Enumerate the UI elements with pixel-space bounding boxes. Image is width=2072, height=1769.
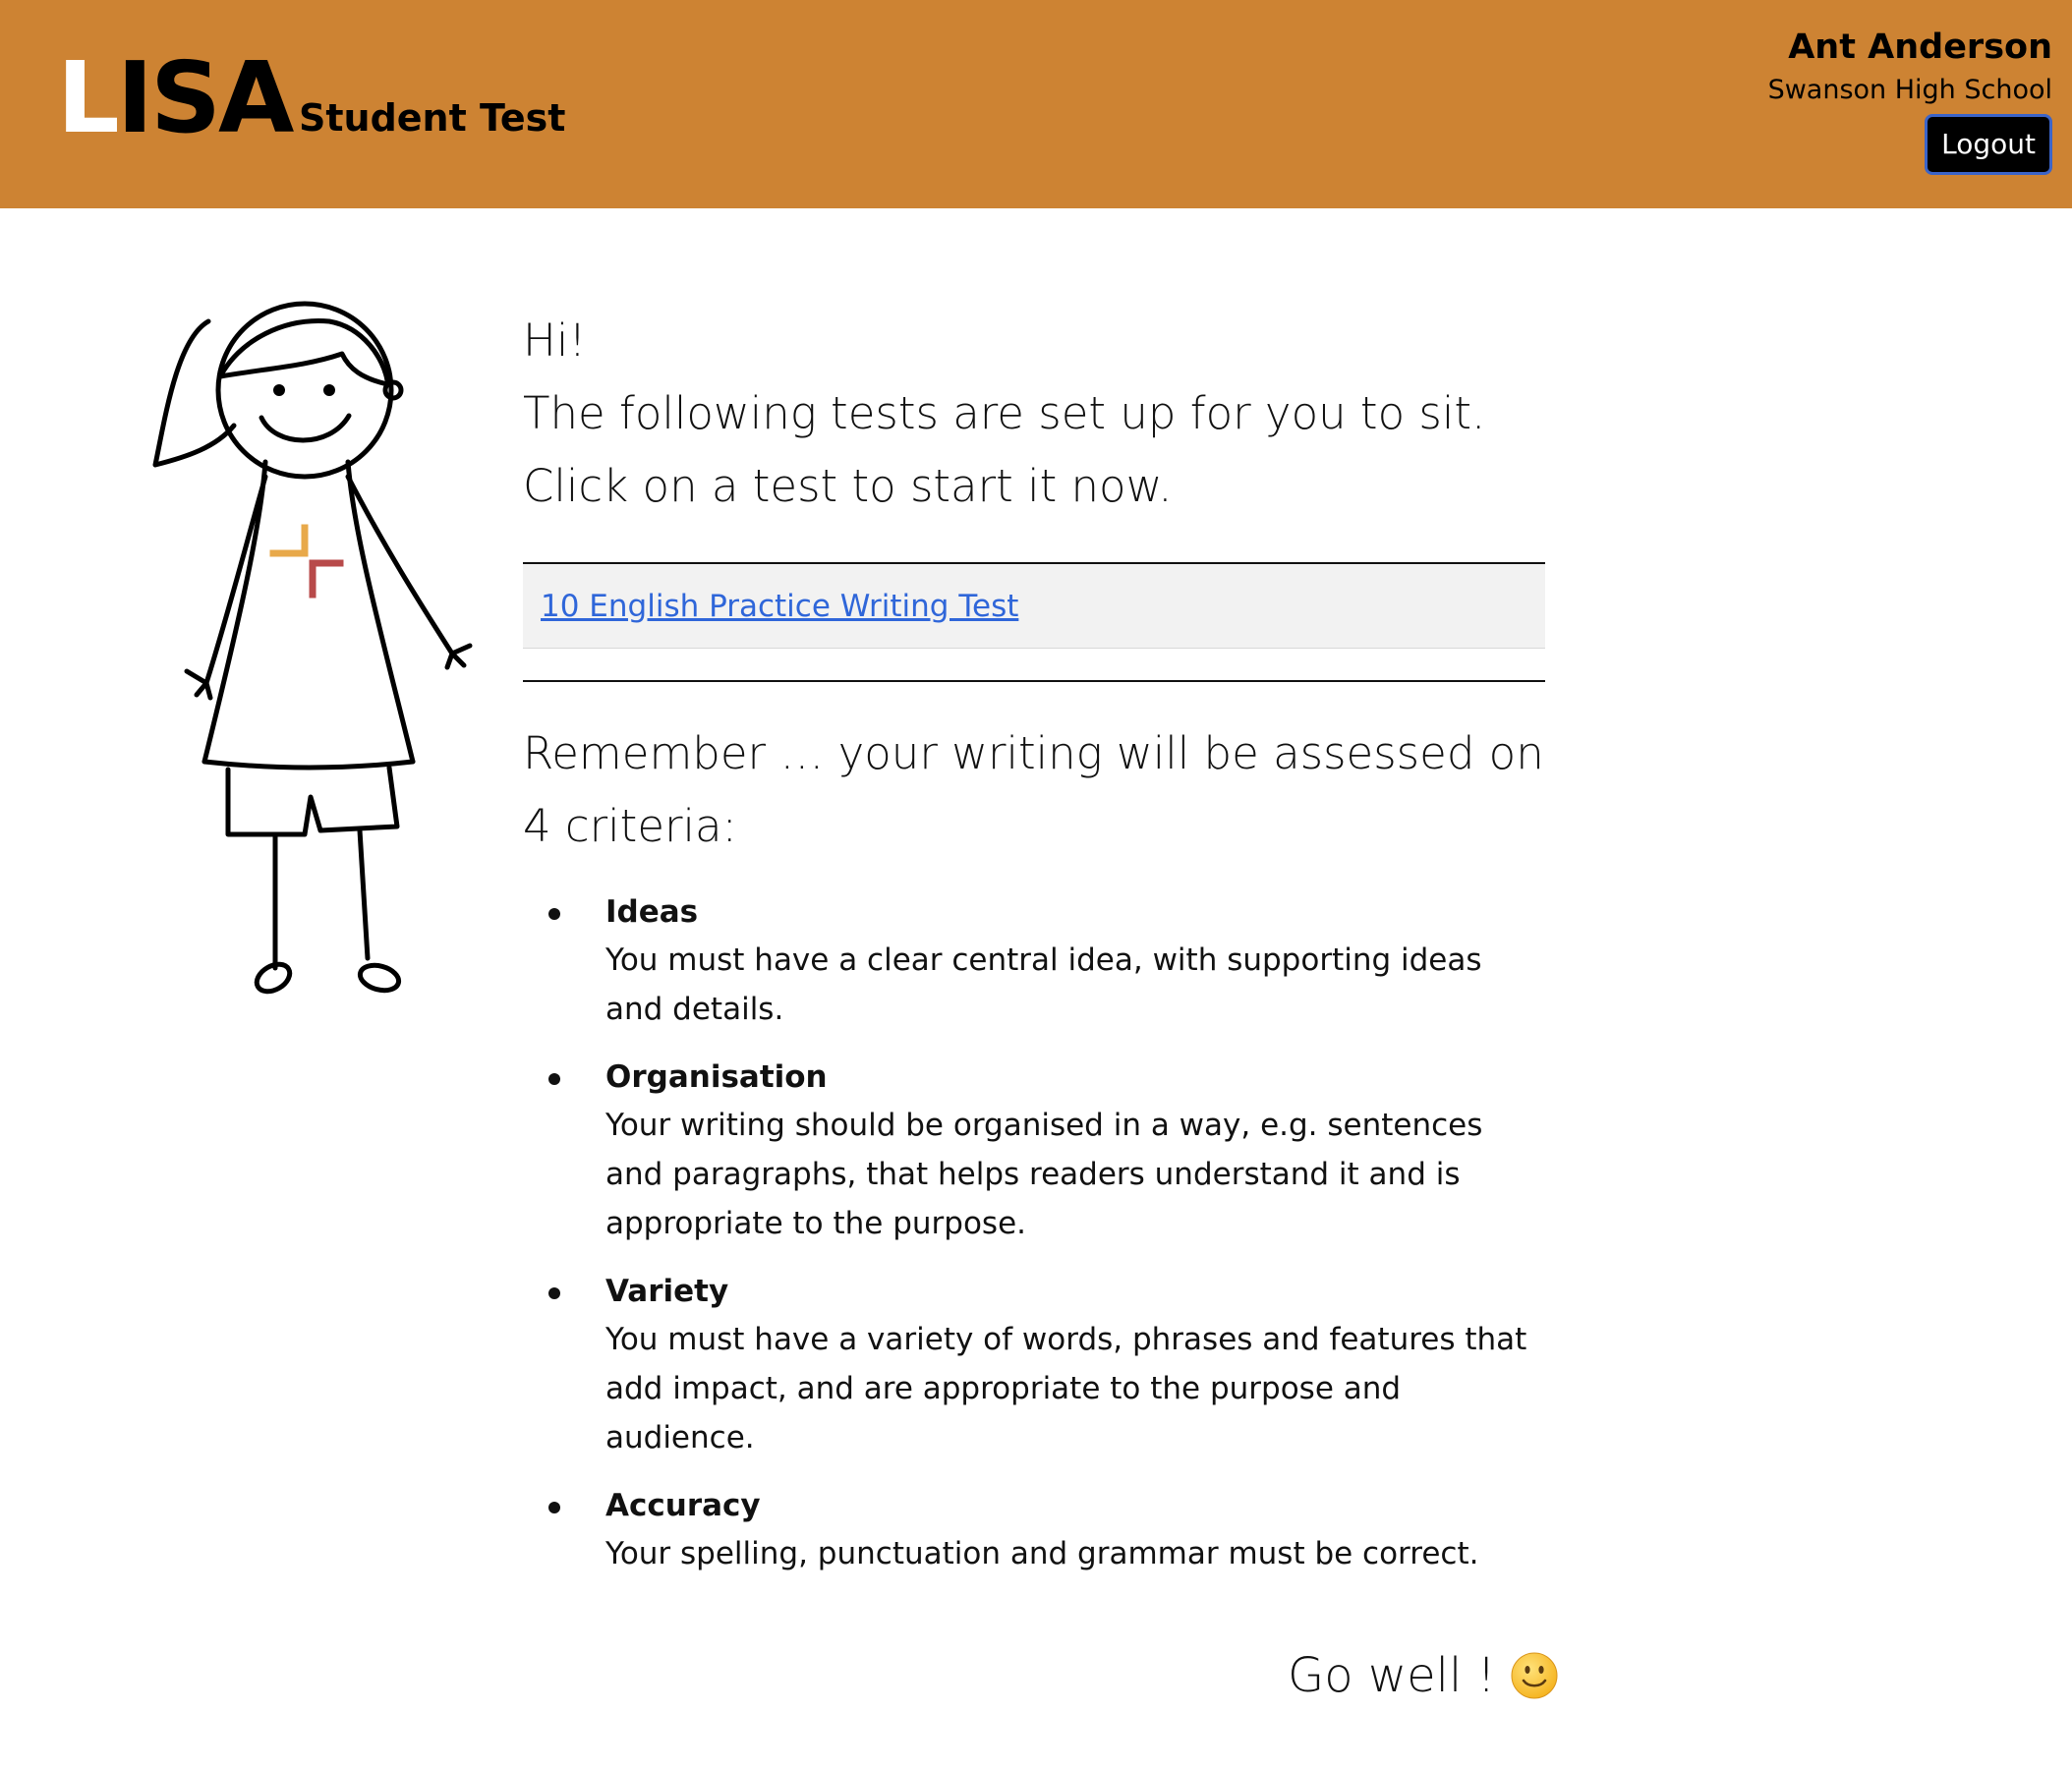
farewell-text: Go well !: [1288, 1648, 1496, 1703]
divider: [523, 680, 1545, 682]
bullet-icon: [548, 1502, 560, 1513]
criterion-title: Organisation: [605, 1059, 828, 1095]
main-content: [523, 305, 1545, 1598]
intro-line-2: Click on a test to start it now.: [523, 460, 1173, 512]
criteria-list: [523, 888, 1545, 1578]
intro-line-1: The following tests are set up for you to sit.: [523, 387, 1486, 439]
criteria-heading: Remember … your writing will be assessed on 4 criteria:: [523, 727, 1544, 852]
app-header: [0, 0, 2072, 208]
test-list: [523, 564, 1545, 649]
criterion-description: You must have a variety of words, phrases and features that add impact, and are appropriate to the purpose and audience.: [605, 1322, 1527, 1455]
criterion-description: Your spelling, punctuation and grammar must be correct.: [605, 1536, 1479, 1571]
stick-girl-illustration: [147, 300, 482, 1007]
user-name: Ant Anderson: [1788, 28, 2052, 67]
criterion-description: Your writing should be organised in a way, e.g. sentences and paragraphs, that helps readers understand it and is appropriate to the purpose.: [605, 1108, 1483, 1241]
farewell-message: [1288, 1641, 1559, 1710]
criterion-organisation: [605, 1054, 1545, 1248]
smiley-face-icon: [1510, 1651, 1559, 1700]
criterion-title: Ideas: [605, 894, 699, 930]
bullet-icon: [548, 908, 560, 920]
bullet-icon: [548, 1287, 560, 1299]
bullet-icon: [548, 1073, 560, 1085]
test-item[interactable]: [523, 564, 1545, 649]
dress-logo-mark: [273, 528, 340, 595]
lisa-logo: LISA: [57, 40, 292, 155]
criterion-title: Accuracy: [605, 1488, 761, 1523]
test-link[interactable]: 10 English Practice Writing Test: [541, 588, 1019, 624]
school-name: Swanson High School: [1767, 75, 2052, 105]
criterion-accuracy: [605, 1482, 1545, 1578]
app-title: Student Test: [299, 96, 566, 140]
criterion-title: Variety: [605, 1274, 729, 1309]
criterion-description: You must have a clear central idea, with supporting ideas and details.: [605, 942, 1482, 1027]
criterion-variety: [605, 1268, 1545, 1462]
greeting: Hi!: [523, 314, 587, 367]
criterion-ideas: [605, 888, 1545, 1034]
user-info: [1463, 24, 2052, 175]
logout-button[interactable]: Logout: [1925, 114, 2052, 175]
